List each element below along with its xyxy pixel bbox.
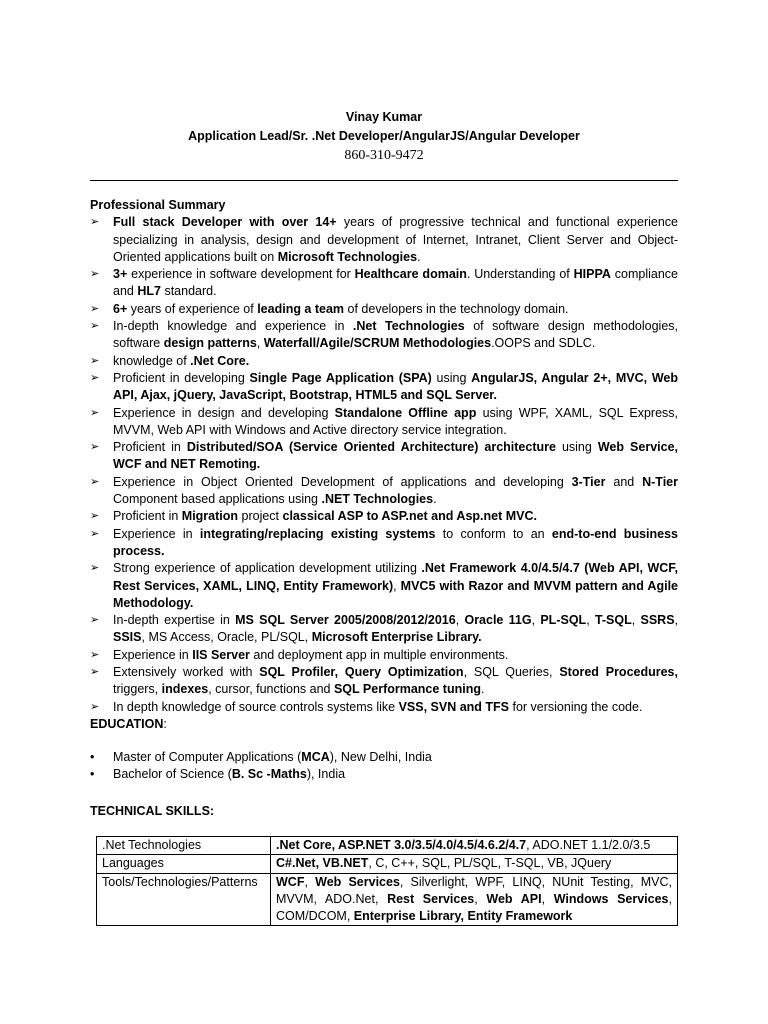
- text-run: ,: [531, 613, 541, 628]
- arrow-bullet-icon: ➢: [90, 562, 100, 575]
- bold-text-run: B. Sc -Maths: [231, 767, 307, 782]
- summary-item: [90, 647, 678, 664]
- arrow-bullet-icon: ➢: [90, 648, 100, 661]
- text-run: .: [433, 492, 437, 507]
- text-run: triggers,: [113, 682, 162, 697]
- text-run: experience in software development for: [127, 267, 355, 282]
- candidate-name: Vinay Kumar: [345, 110, 423, 124]
- arrow-bullet-icon: ➢: [90, 320, 100, 333]
- text-run: ,: [474, 891, 487, 906]
- bold-text-run: N-Tier: [642, 474, 678, 489]
- text-run: Proficient in: [113, 509, 182, 524]
- candidate-title: Application Lead/Sr. .Net Developer/AngularJS/Angular Developer: [188, 129, 580, 143]
- text-run: Experience in: [113, 526, 200, 541]
- round-bullet-icon: •: [90, 767, 95, 782]
- text-run: Extensively worked with: [113, 665, 260, 680]
- bold-text-run: Distributed/SOA (Service Oriented Architecture) architecture: [186, 440, 556, 455]
- bold-text-run: .Net Framework 4.0/4.5/4.7 (Web API, WCF, Rest Services, XAML, LINQ, Entity Framework): [113, 561, 679, 593]
- bold-text-run: HL7: [137, 284, 161, 299]
- bold-text-run: .NET Technologies: [321, 492, 434, 507]
- education-item: [90, 749, 678, 766]
- text-run: , C, C++, SQL, PL/SQL, T-SQL, VB, JQuery: [368, 856, 612, 871]
- skill-values: [271, 855, 678, 873]
- bold-text-run: SQL Performance tuning: [333, 682, 481, 697]
- summary-item: [90, 664, 678, 699]
- arrow-bullet-icon: ➢: [90, 371, 100, 384]
- bold-text-run: T-SQL: [594, 613, 632, 628]
- summary-item: [90, 526, 678, 561]
- text-run: and: [605, 474, 643, 489]
- arrow-bullet-icon: ➢: [90, 510, 100, 523]
- skills-row: [97, 855, 678, 873]
- resume-header: [0, 108, 768, 166]
- text-run: compliance and: [113, 267, 678, 299]
- bold-text-run: 3-Tier: [571, 474, 606, 489]
- skills-row: [97, 873, 678, 926]
- text-run: Component based applications using: [113, 492, 322, 507]
- text-run: , COM/DCOM,: [276, 891, 672, 924]
- arrow-bullet-icon: ➢: [90, 527, 100, 540]
- arrow-bullet-icon: ➢: [90, 302, 100, 315]
- candidate-phone: 860-310-9472: [344, 148, 424, 163]
- text-run: Strong experience of application development utilizing: [113, 561, 422, 576]
- bold-text-run: MVC5 with Razor and MVVM pattern and Agile Methodology.: [113, 578, 678, 610]
- bold-text-run: Rest Services: [387, 891, 475, 906]
- technical-skills-table: [96, 836, 678, 926]
- arrow-bullet-icon: ➢: [90, 441, 100, 454]
- bold-text-run: classical ASP to ASP.net and Asp.net MVC.: [282, 509, 537, 524]
- bold-text-run: Windows Services: [553, 891, 669, 906]
- summary-item: [90, 612, 678, 647]
- skill-values: [271, 873, 678, 926]
- bold-text-run: .Net Core, ASP.NET 3.0/3.5/4.0/4.5/4.6.2/4.7: [276, 838, 527, 852]
- text-run: years of progressive technical and functional experience specializing in analysis, design and development of Internet, Intranet, Client Server and Object-Oriented applications built on: [113, 215, 678, 264]
- skill-category: Tools/Technologies/Patterns: [97, 873, 271, 926]
- bold-text-run: SSIS: [113, 630, 142, 645]
- bold-text-run: Microsoft Enterprise Library.: [311, 630, 482, 645]
- text-run: of software design methodologies, software: [113, 319, 679, 351]
- text-run: ,: [631, 613, 641, 628]
- education-item: [90, 766, 678, 783]
- education-list: [90, 749, 678, 784]
- bold-text-run: Healthcare domain: [354, 267, 467, 282]
- bold-text-run: indexes: [161, 682, 209, 697]
- text-run: In-depth expertise in: [113, 613, 236, 628]
- text-run: and deployment app in multiple environments.: [249, 647, 509, 662]
- education-title: [90, 716, 167, 733]
- bold-text-run: Standalone Offline app: [334, 405, 477, 420]
- skill-category: .Net Technologies: [97, 837, 271, 855]
- bold-text-run: leading a team: [257, 301, 345, 316]
- bold-text-run: 3+: [113, 267, 128, 282]
- summary-item: [90, 353, 678, 370]
- skills-row: [97, 837, 678, 855]
- text-run: ,: [674, 613, 679, 628]
- text-run: using: [555, 440, 598, 455]
- summary-item: [90, 560, 678, 612]
- skill-values: [271, 837, 678, 855]
- text-run: .: [480, 682, 485, 697]
- summary-item: [90, 699, 678, 716]
- text-run: , ADO.NET 1.1/2.0/3.5: [526, 838, 651, 852]
- text-run: Experience in Object Oriented Development of applications and developing: [113, 474, 572, 489]
- professional-summary-title: Professional Summary: [90, 198, 226, 212]
- bold-text-run: IIS Server: [192, 647, 250, 662]
- summary-item: [90, 301, 678, 318]
- bold-text-run: MCA: [301, 750, 330, 764]
- text-run: ), New Delhi, India: [329, 750, 432, 764]
- text-run: for versioning the code.: [509, 699, 643, 714]
- bold-text-run: HIPPA: [573, 267, 611, 282]
- bold-text-run: integrating/replacing existing systems: [199, 526, 436, 541]
- round-bullet-icon: •: [90, 750, 95, 764]
- arrow-bullet-icon: ➢: [90, 475, 100, 488]
- summary-item: [90, 370, 678, 405]
- arrow-bullet-icon: ➢: [90, 666, 100, 679]
- text-run: to conform to an: [435, 526, 552, 541]
- summary-list: [90, 214, 678, 716]
- summary-item: [90, 474, 678, 509]
- skill-category: Languages: [97, 855, 271, 873]
- text-run: ,: [541, 891, 554, 906]
- summary-item: [90, 266, 678, 301]
- text-run: Master of Computer Applications (: [113, 750, 302, 764]
- bold-text-run: PL-SQL: [540, 613, 587, 628]
- text-run: . Understanding of: [466, 267, 574, 282]
- arrow-bullet-icon: ➢: [90, 700, 100, 713]
- summary-item: [90, 405, 678, 440]
- arrow-bullet-icon: ➢: [90, 216, 100, 229]
- arrow-bullet-icon: ➢: [90, 268, 100, 281]
- bold-text-run: Web Services: [315, 874, 400, 889]
- text-run: ,: [393, 578, 401, 593]
- bold-text-run: C#.Net, VB.NET: [276, 856, 369, 871]
- bold-text-run: AngularJS, Angular 2+, MVC, Web API, Ajax, jQuery, JavaScript, Bootstrap, HTML5 and SQL Server.: [113, 370, 678, 403]
- arrow-bullet-icon: ➢: [90, 354, 100, 367]
- bold-text-run: SSRS: [640, 613, 675, 628]
- professional-summary-section: [90, 197, 678, 716]
- bold-text-run: Stored Procedures,: [559, 665, 678, 680]
- summary-item: [90, 214, 678, 266]
- bold-text-run: Enterprise Library, Entity Framework: [353, 909, 573, 924]
- education-title-colon: :: [163, 717, 167, 731]
- text-run: , MS Access, Oracle, PL/SQL,: [141, 630, 312, 645]
- bold-text-run: Single Page Application (SPA): [249, 370, 432, 385]
- text-run: using: [431, 370, 472, 385]
- text-run: of developers in the technology domain.: [344, 301, 569, 316]
- text-run: In-depth knowledge and experience in: [113, 319, 353, 334]
- bold-text-run: 6+: [113, 301, 128, 316]
- text-run: ,: [455, 613, 465, 628]
- technical-skills-title: TECHNICAL SKILLS:: [90, 804, 215, 818]
- arrow-bullet-icon: ➢: [90, 614, 100, 627]
- summary-item: [90, 439, 678, 474]
- bold-text-run: Web Service, WCF and NET Remoting.: [113, 440, 678, 472]
- bold-text-run: WCF: [276, 874, 305, 889]
- text-run: .OOPS and SDLC.: [491, 336, 596, 351]
- text-run: years of experience of: [127, 301, 258, 316]
- summary-item: [90, 508, 678, 525]
- bold-text-run: .Net Core.: [190, 353, 250, 368]
- text-run: , Silverlight, WPF, LINQ, NUnit Testing, MVC, MVVM, ADO.Net,: [276, 874, 672, 906]
- bold-text-run: Full stack Developer with over 14+: [113, 215, 337, 230]
- summary-item: [90, 318, 678, 353]
- text-run: ,: [256, 336, 264, 351]
- text-run: standard.: [160, 284, 217, 299]
- text-run: knowledge of: [113, 353, 191, 368]
- bold-text-run: Web API: [486, 891, 542, 906]
- bold-text-run: Waterfall/Agile/SCRUM Methodologies: [263, 336, 492, 351]
- bold-text-run: design patterns: [163, 336, 257, 351]
- text-run: using WPF, XAML, SQL Express, MVVM, Web API with Windows and Active directory service integration.: [113, 405, 678, 437]
- text-run: Proficient in developing: [113, 370, 250, 385]
- bold-text-run: Migration: [181, 509, 239, 524]
- text-run: In depth knowledge of source controls systems like: [113, 699, 399, 714]
- text-run: Experience in: [113, 647, 193, 662]
- bold-text-run: end-to-end business process.: [113, 526, 678, 558]
- text-run: ,: [304, 874, 316, 889]
- text-run: Proficient in: [113, 440, 187, 455]
- header-divider: [90, 180, 678, 181]
- text-run: , SQL Queries,: [463, 665, 560, 680]
- text-run: , cursor, functions and: [208, 682, 334, 697]
- text-run: ), India: [306, 767, 346, 782]
- text-run: Experience in design and developing: [113, 405, 335, 420]
- bold-text-run: Oracle 11G: [464, 613, 532, 628]
- arrow-bullet-icon: ➢: [90, 406, 100, 419]
- education-title-text: EDUCATION: [90, 717, 164, 731]
- bold-text-run: .Net Technologies: [352, 319, 465, 334]
- bold-text-run: VSS, SVN and TFS: [398, 699, 509, 714]
- education-section: [90, 749, 678, 784]
- text-run: ,: [586, 613, 595, 628]
- bold-text-run: Microsoft Technologies: [277, 249, 418, 264]
- text-run: project: [238, 509, 283, 524]
- bold-text-run: MS SQL Server 2005/2008/2012/2016: [235, 613, 456, 628]
- text-run: .: [417, 249, 421, 264]
- bold-text-run: SQL Profiler, Query Optimization: [259, 665, 464, 680]
- text-run: Bachelor of Science (: [113, 767, 232, 782]
